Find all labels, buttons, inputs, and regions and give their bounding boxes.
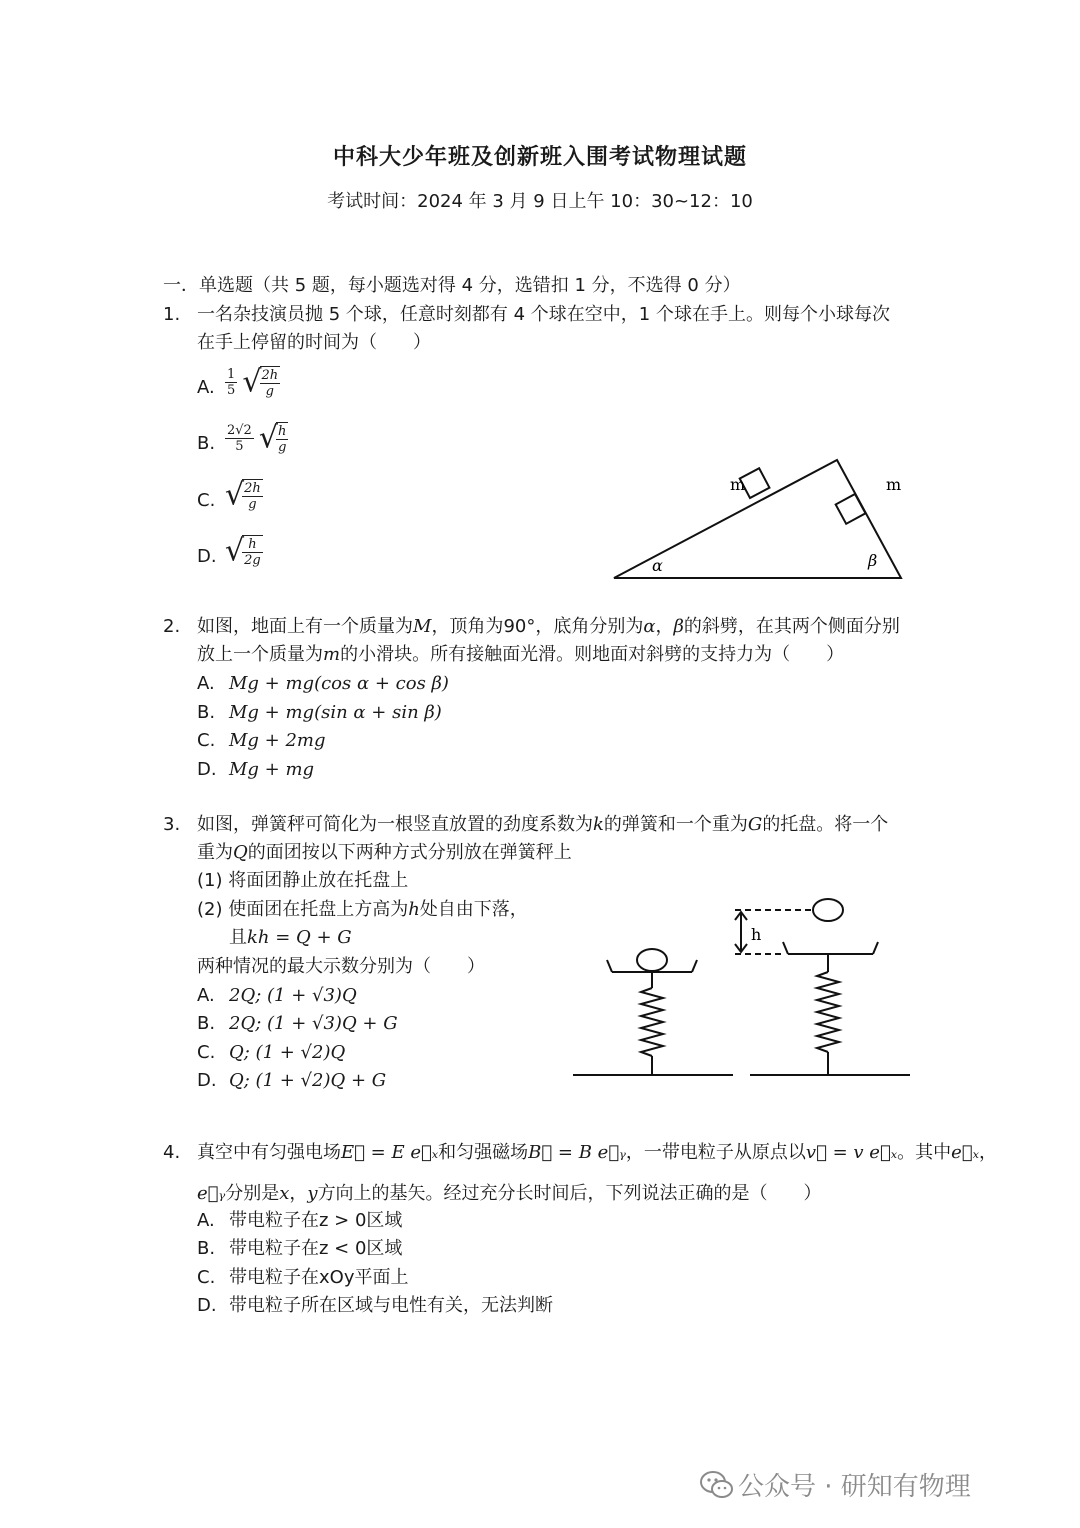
q3-condition: 且kh = Q + G — [229, 927, 352, 948]
q1-option-c-formula: √ $\frac{2h}{g}$ — [225, 477, 261, 513]
watermark-text: 公众号 · 研知有物理 — [738, 1472, 971, 1502]
dough-ball-right — [813, 899, 843, 921]
q3-option-b-label: B. — [197, 1013, 216, 1034]
q3-item2: (2) 使面团在托盘上方高为h处自由下落， — [197, 899, 528, 920]
spring-scale-left — [573, 949, 733, 1075]
block-right-label: m — [886, 475, 902, 494]
q2-option-d-text: Mg + mg — [229, 759, 315, 780]
spring-scale-figure — [565, 890, 915, 1085]
q4-option-c-label: C. — [197, 1267, 216, 1288]
q1-line2: 在手上停留的时间为（ ） — [197, 332, 431, 353]
page-title: 中科大少年班及创新班入围考试物理试题 — [332, 145, 747, 170]
q1-option-c-label: C. — [197, 490, 216, 511]
q3-line1: 如图，弹簧秤可简化为一根竖直放置的劲度系数为k的弹簧和一个重为G的托盘。将一个 — [197, 814, 889, 835]
q4-option-b-label: B. — [197, 1238, 216, 1259]
exam-time: 考试时间：2024 年 3 月 9 日上午 10：30~12：10 — [327, 191, 753, 212]
angle-beta-label: β — [868, 551, 878, 570]
q3-option-a-text: 2Q; (1 + √3)Q — [229, 985, 357, 1006]
q4-line1: 真空中有匀强电场E⃗ = E e⃗ₓ和匀强磁场B⃗ = B e⃗ᵧ，一带电粒子从原点以v⃗ = v e⃗ₓ。其中e⃗ₓ， — [197, 1142, 997, 1163]
q4-option-c-text: 带电粒子在xOy平面上 — [229, 1267, 409, 1288]
q3-ask: 两种情况的最大示数分别为（ ） — [197, 956, 485, 977]
q4-option-a-label: A. — [197, 1210, 215, 1231]
dough-ball-left — [637, 949, 667, 971]
q4-option-a-text: 带电粒子在z > 0区域 — [229, 1210, 403, 1231]
q4-number: 4. — [163, 1142, 181, 1163]
wechat-icon — [700, 1470, 734, 1500]
q1-option-b-formula: $\frac{2√2}{5}$ √ $\frac{h}{g}$ — [227, 420, 287, 456]
q3-option-a-label: A. — [197, 985, 215, 1006]
q3-line2: 重为Q的面团按以下两种方式分别放在弹簧秤上 — [197, 842, 572, 863]
q3-option-b-text: 2Q; (1 + √3)Q + G — [229, 1013, 398, 1034]
q2-line2: 放上一个质量为m的小滑块。所有接触面光滑。则地面对斜劈的支持力为（ ） — [197, 644, 845, 665]
q4-option-b-text: 带电粒子在z < 0区域 — [229, 1238, 403, 1259]
section-heading: 一．单选题（共 5 题，每小题选对得 4 分，选错扣 1 分，不选得 0 分） — [163, 275, 741, 296]
q2-line1: 如图，地面上有一个质量为M，顶角为90°，底角分别为α，β的斜劈，在其两个侧面分别 — [197, 616, 900, 637]
q2-option-b-text: Mg + mg(sin α + sin β) — [229, 702, 442, 723]
q2-option-c-text: Mg + 2mg — [229, 730, 326, 751]
q1-option-a-label: A. — [197, 377, 215, 398]
q4-line2: e⃗ᵧ分别是x，y方向上的基矢。经过充分长时间后，下列说法正确的是（ ） — [197, 1183, 822, 1204]
q1-number: 1. — [163, 304, 181, 325]
q2-option-a-text: Mg + mg(cos α + cos β) — [229, 673, 449, 694]
q1-option-b-label: B. — [197, 433, 216, 454]
q4-option-d-text: 带电粒子所在区域与电性有关，无法判断 — [229, 1295, 553, 1316]
q2-option-c-label: C. — [197, 730, 216, 751]
q2-option-b-label: B. — [197, 702, 216, 723]
q3-option-d-label: D. — [197, 1070, 217, 1091]
q2-number: 2. — [163, 616, 181, 637]
block-right — [836, 494, 866, 524]
q3-number: 3. — [163, 814, 181, 835]
q1-option-d-label: D. — [197, 546, 217, 567]
q3-option-c-label: C. — [197, 1042, 216, 1063]
q3-option-d-text: Q; (1 + √2)Q + G — [229, 1070, 387, 1091]
q1-option-d-formula: √ $\frac{h}{2g}$ — [225, 533, 261, 569]
q3-option-c-text: Q; (1 + √2)Q — [229, 1042, 346, 1063]
q4-option-d-label: D. — [197, 1295, 217, 1316]
q2-option-a-label: A. — [197, 673, 215, 694]
q3-item1: (1) 将面团静止放在托盘上 — [197, 870, 409, 891]
height-label: h — [751, 925, 762, 944]
q2-option-d-label: D. — [197, 759, 217, 780]
block-left-label: m — [730, 475, 746, 494]
wedge-figure — [600, 450, 920, 590]
q1-line1: 一名杂技演员抛 5 个球，任意时刻都有 4 个球在空中，1 个球在手上。则每个小球每次 — [197, 304, 890, 325]
angle-alpha-label: α — [652, 556, 663, 575]
q1-option-a-formula: $\frac{1}{5}$ √ $\frac{2h}{g}$ — [227, 364, 279, 400]
